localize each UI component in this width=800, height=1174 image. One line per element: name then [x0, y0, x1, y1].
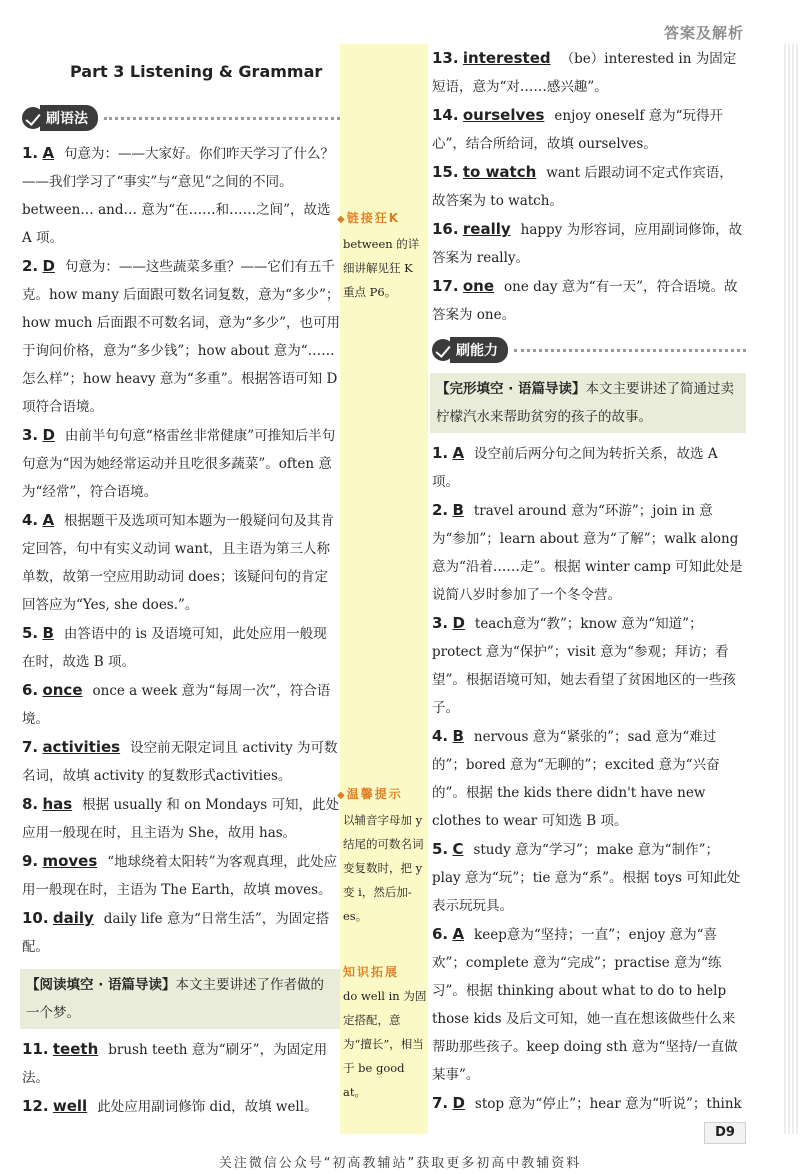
item-number: 5. [22, 624, 39, 642]
reading-guide [20, 969, 340, 1029]
answer-key: D [452, 614, 465, 632]
answer-item [22, 904, 340, 961]
explanation-text: want 后跟动词不定式作宾语，故答案为 to watch。 [432, 165, 733, 209]
right-column [432, 44, 746, 1118]
tip-text: 以辅音字母加 y 结尾的可数名词变复数时，把 y 变 i，然后加-es。 [343, 813, 424, 923]
tip-title: 知识拓展 [343, 965, 400, 979]
dotted-divider [514, 349, 746, 352]
answer-key: D [452, 1094, 465, 1112]
item-number: 2. [22, 257, 39, 275]
explanation-text: 根据 usually 和 on Mondays 可知，此处应用一般现在时，且主语为 She，故用 has。 [22, 797, 339, 841]
section-header-grammar [22, 103, 340, 133]
item-number: 6. [432, 925, 449, 943]
answer-key: interested [462, 49, 551, 67]
item-number: 4. [432, 727, 449, 745]
answer-item [22, 733, 340, 790]
answer-key: B [452, 501, 464, 519]
answer-key: D [42, 257, 55, 275]
answer-item [432, 101, 746, 158]
guide-text: 本文主要讲述了作者做的一个梦。 [26, 977, 325, 1021]
answer-item [432, 439, 746, 496]
answer-key: ourselves [462, 106, 545, 124]
item-number: 7. [22, 738, 39, 756]
explanation-text: 由答语中的 is 及语境可知，此处应用一般现在时，故选 B 项。 [22, 626, 327, 670]
answer-item [432, 722, 746, 835]
header-tag: 答案及解析 [663, 24, 744, 42]
explanation-text: nervous 意为“紧张的”；sad 意为“难过的”；bored 意为“无聊的”；excited 意为“兴奋的”。根据 the kids there didn't have new clothes to wear 可知选 B 项。 [432, 729, 720, 829]
tip-text: between 的详细讲解见狂 K 重点 P6。 [343, 237, 420, 299]
answer-key: really [462, 220, 511, 238]
answer-key: once [42, 681, 83, 699]
answer-item [432, 1089, 746, 1118]
explanation-text: 句意为：——大家好。你们昨天学习了什么？——我们学习了“事实”与“意见”之间的不同。between… and… 意为“在……和……之间”，故选 A 项。 [22, 146, 335, 246]
answer-key: B [42, 624, 54, 642]
tip-extension [343, 960, 427, 1104]
arrow-icon: ◆ [337, 790, 347, 801]
explanation-text: “地球绕着太阳转”为客观真理，此处应用一般现在时，主语为 The Earth，故填 moves。 [22, 854, 338, 898]
explanation-text: study 意为“学习”；make 意为“制作”；play 意为“玩”；tie 意为“系”。根据 toys 可知此处表示玩玩具。 [432, 842, 741, 914]
item-number: 14. [432, 106, 459, 124]
answer-key: D [42, 426, 55, 444]
answer-item [22, 421, 340, 506]
explanation-text: once a week 意为“每周一次”，符合语境。 [22, 683, 331, 727]
answer-key: activities [42, 738, 121, 756]
grammar-answer-list [22, 139, 340, 961]
explanation-text: keep意为“坚持；一直”；enjoy 意为“喜欢”；complete 意为“完成”；practise 意为“练习”。根据 thinking about what to do to help those kids 及后文可知，她一直在想该做些什么来帮助那些孩子。keep doing sth 意为“坚持/一直做某事”。 [432, 927, 738, 1083]
answer-item [432, 44, 746, 101]
explanation-text: 此处应用副词修饰 did，故填 well。 [97, 1099, 318, 1115]
item-number: 11. [22, 1040, 49, 1058]
edge-tab-bar [784, 44, 800, 1134]
answer-key: A [452, 925, 465, 943]
answer-key: teeth [52, 1040, 99, 1058]
answer-item [432, 835, 746, 920]
dotted-divider [104, 117, 340, 120]
explanation-text: 由前半句句意“格雷丝非常健康”可推知后半句句意为“因为她经常运动并且吃很多蔬菜”。often 意为“经常”，符合语境。 [22, 428, 336, 500]
item-number: 6. [22, 681, 39, 699]
item-number: 12. [22, 1097, 49, 1115]
answer-key: B [452, 727, 464, 745]
answer-item [432, 158, 746, 215]
item-number: 5. [432, 840, 449, 858]
explanation-text: stop 意为“停止”；hear 意为“听说”；think [474, 1096, 742, 1112]
answer-key: A [42, 511, 55, 529]
item-number: 2. [432, 501, 449, 519]
section-header-ability [432, 335, 746, 365]
item-number: 10. [22, 909, 49, 927]
item-number: 9. [22, 852, 39, 870]
answer-item [22, 847, 340, 904]
explanation-text: daily life 意为“日常生活”，为固定搭配。 [22, 911, 330, 955]
explanation-text: 设空前后两分句之间为转折关系，故选 A 项。 [432, 446, 718, 490]
answer-item [22, 619, 340, 676]
explanation-text: one day 意为“有一天”，符合语境。故答案为 one。 [432, 279, 738, 323]
reading-answer-list [22, 1035, 340, 1121]
explanation-text: 根据题干及选项可知本题为一般疑问句及其肯定回答，句中有实义动词 want，且主语为第三人称单数，故第一空应用助动词 does；该疑问句的肯定回答应为“Yes, she does.”。 [22, 513, 335, 613]
item-number: 16. [432, 220, 459, 238]
tip-link [337, 206, 427, 304]
tip-title: ◆链接狂K [337, 211, 401, 225]
item-number: 15. [432, 163, 459, 181]
answer-key: one [462, 277, 495, 295]
answer-key: to watch [462, 163, 537, 181]
brush-icon [432, 339, 454, 361]
explanation-text: happy 为形容词，应用副词修饰，故答案为 really。 [432, 222, 743, 266]
item-number: 7. [432, 1094, 449, 1112]
item-number: 1. [22, 144, 39, 162]
explanation-text: travel around 意为“环游”；join in 意为“参加”；learn about 意为“了解”；walk along 意为“沿着……走”。根据 winter camp 可知此处是说简八岁时参加了一个冬令营。 [432, 503, 743, 603]
item-number: 4. [22, 511, 39, 529]
tip-warm [337, 782, 427, 928]
explanation-text: 设空前无限定词且 activity 为可数名词，故填 activity 的复数形式activities。 [22, 740, 338, 784]
answer-key: daily [52, 909, 94, 927]
brush-icon [22, 107, 44, 129]
answer-key: well [52, 1097, 88, 1115]
explanation-text: brush teeth 意为“刷牙”，为固定用法。 [22, 1042, 328, 1086]
answer-key: A [42, 144, 55, 162]
answer-item [432, 272, 746, 329]
item-number: 17. [432, 277, 459, 295]
section-label: 刷语法 [40, 105, 98, 131]
explanation-text: teach意为“教”；know 意为“知道”；protect 意为“保护”；visit 意为“参观；拜访；看望”。根据语境可知，她去看望了贫困地区的一些孩子。 [432, 616, 736, 716]
item-number: 3. [22, 426, 39, 444]
item-number: 1. [432, 444, 449, 462]
section-label: 刷能力 [450, 337, 508, 363]
answer-item [22, 676, 340, 733]
left-column [22, 56, 340, 1121]
tip-text: do well in 为固定搭配，意为“擅长”，相当于 be good at。 [343, 989, 427, 1099]
explanation-text: 句意为：——这些蔬菜多重？——它们有五千克。how many 后面跟可数名词复数，意为“多少”；how much 后面跟不可数名词，意为“多少”，也可用于询问价格，意为“多少钱”；how about 意为“……怎么样”；how heavy 意为“多重”。根据答语可知 D 项符合语境。 [22, 259, 341, 415]
answer-item [22, 1035, 340, 1092]
answer-key: C [452, 840, 464, 858]
guide-tag: 【完形填空 · 语篇导读】 [436, 381, 586, 397]
answer-item [22, 790, 340, 847]
part-title: Part 3 Listening & Grammar [70, 62, 323, 81]
guide-text: 本文主要讲述了简通过卖柠檬汽水来帮助贫穷的孩子的故事。 [436, 381, 735, 425]
grammar-answer-list-continued [432, 44, 746, 329]
item-number: 8. [22, 795, 39, 813]
answer-key: A [452, 444, 465, 462]
answer-item [432, 920, 746, 1089]
guide-tag: 【阅读填空 · 语篇导读】 [26, 977, 176, 993]
answer-item [22, 506, 340, 619]
answer-item [432, 215, 746, 272]
answer-item [22, 139, 340, 252]
arrow-icon: ◆ [337, 214, 347, 225]
answer-item [22, 1092, 340, 1121]
page-number: D9 [704, 1122, 746, 1144]
answer-item [432, 609, 746, 722]
explanation-text: enjoy oneself 意为“玩得开心”，结合所给词，故填 ourselves。 [432, 108, 724, 152]
answer-key: moves [42, 852, 98, 870]
cloze-answer-list [432, 439, 746, 1118]
item-number: 13. [432, 49, 459, 67]
tip-title: ◆温馨提示 [337, 787, 403, 801]
footer-note: 关注微信公众号“初高教辅站”获取更多初高中教辅资料 [218, 1156, 582, 1171]
explanation-text: （be）interested in 为固定短语，意为“对……感兴趣”。 [432, 51, 737, 95]
answer-key: has [42, 795, 73, 813]
cloze-guide [430, 373, 746, 433]
item-number: 3. [432, 614, 449, 632]
answer-item [432, 496, 746, 609]
answer-item [22, 252, 340, 421]
